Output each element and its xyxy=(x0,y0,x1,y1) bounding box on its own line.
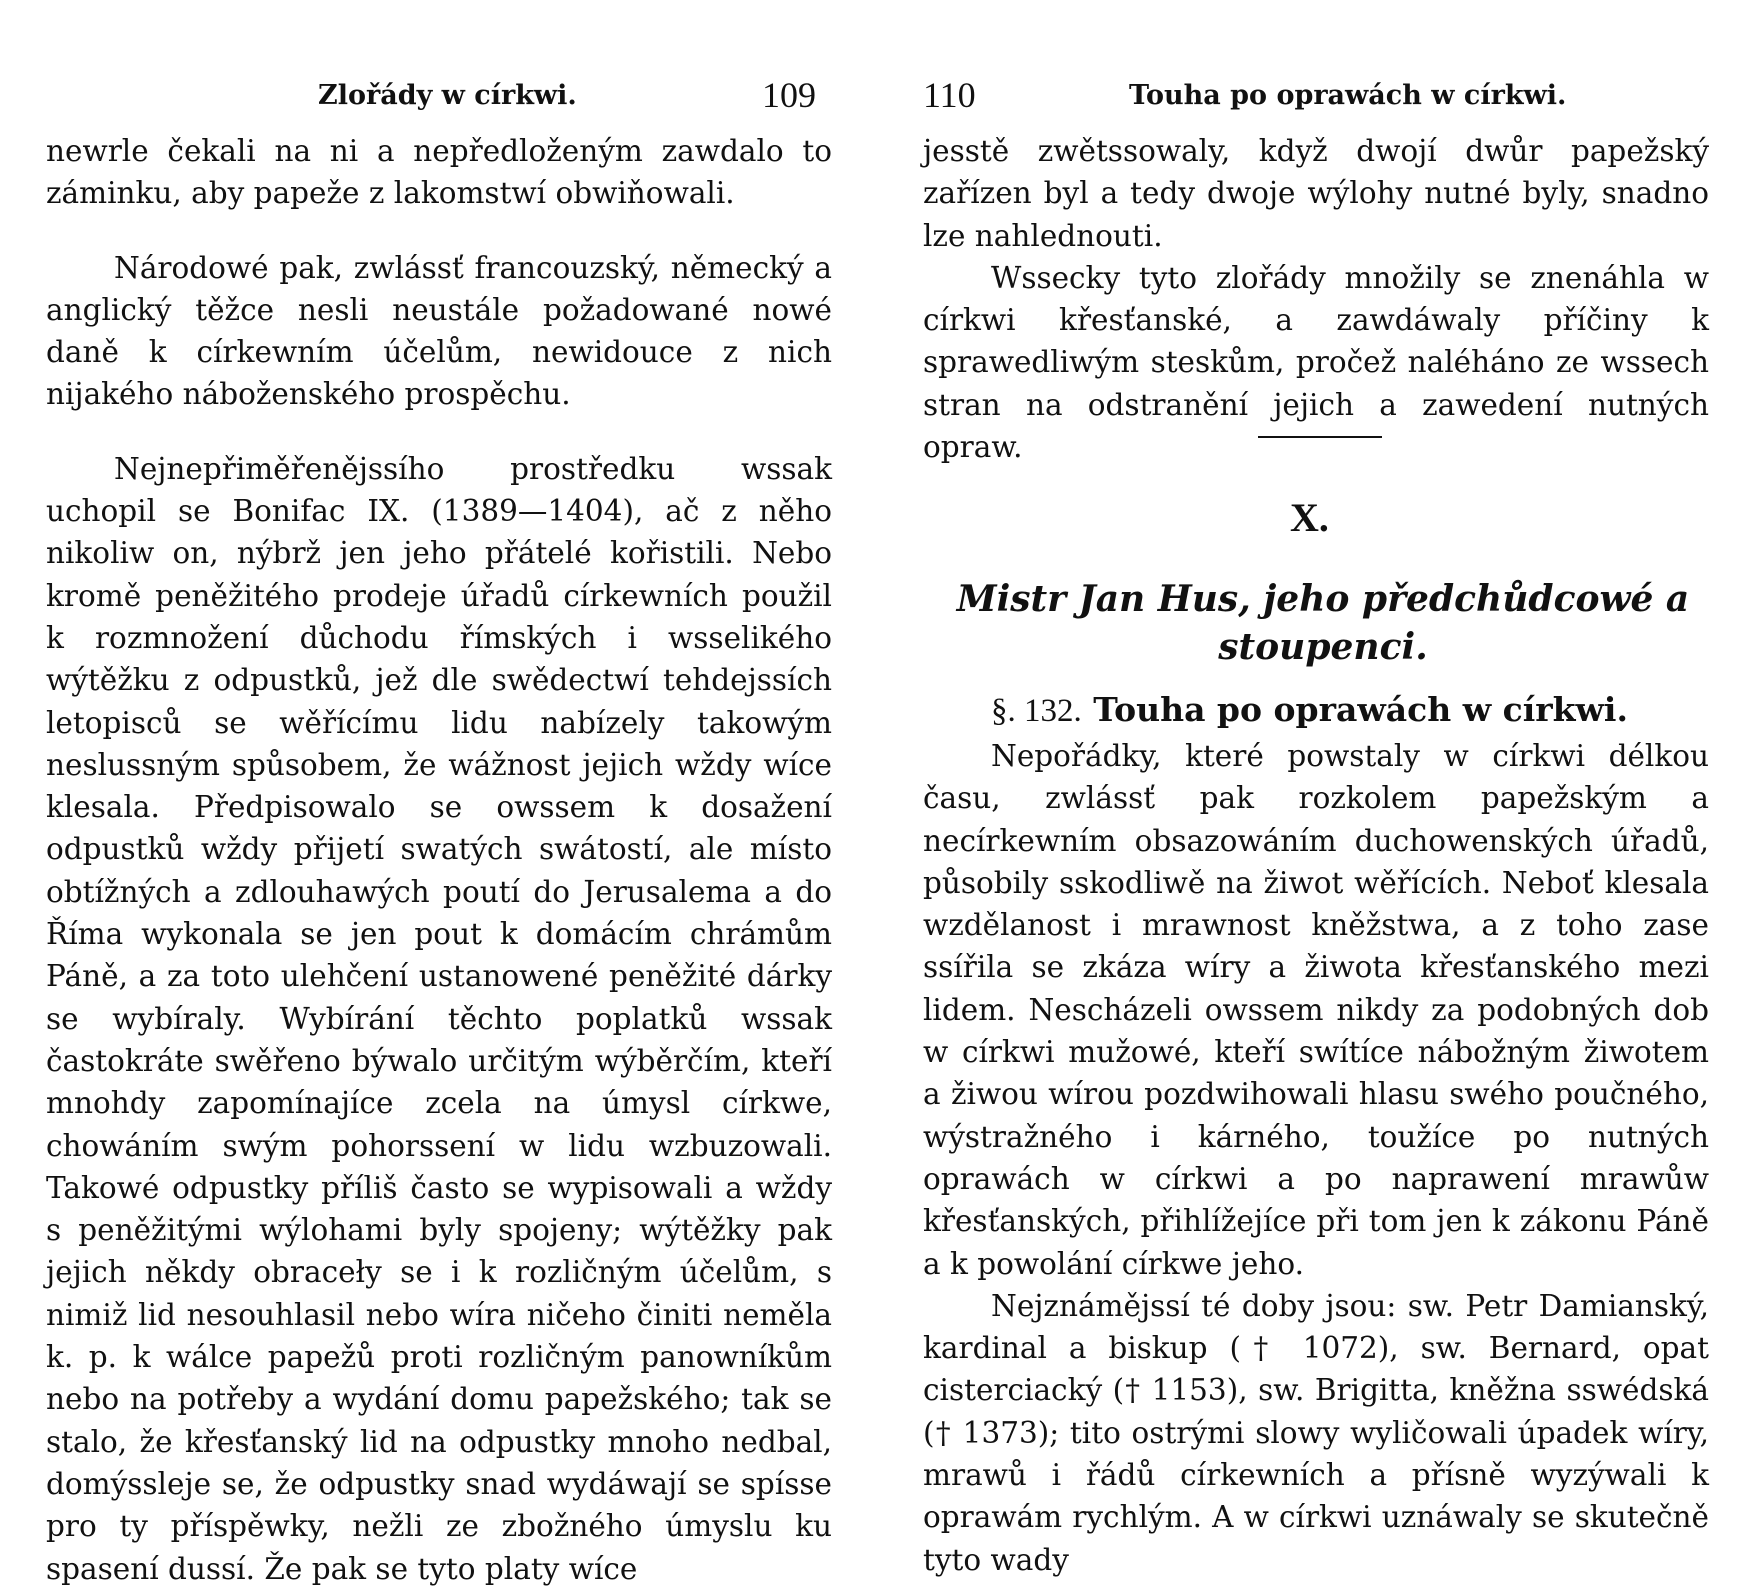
paragraph: Národowé pak, zwlássť francouzský, německý a anglický těžce nesli neustále požadowané nowé daně k církewním účelům, newidouce z nich nijakého náboženského prospěchu. xyxy=(46,250,832,412)
running-head-right: Touha po oprawách w církwi. xyxy=(1129,80,1567,111)
right-page-body-bottom xyxy=(923,735,1709,1581)
section-title: Touha po oprawách w církwi. xyxy=(1093,690,1628,729)
section-heading xyxy=(873,690,1746,730)
section-number: §. 132. xyxy=(991,693,1082,729)
paragraph: Nepořádky, které powstaly w církwi délkou času, zwlássť pak rozkolem papežským a necírkewním obsazowáním duchowenských úřadů, působily sskodliwě na žiwot wěřících. Neboť klesala wzdělanost i mrawnost kněžstwa, a z toho zase ssířila se zkáza wíry a žiwota křesťanského mezi lidem. Nescházeli owssem nikdy za podobných dob w církwi mužowé, kteří swítíce nábožným žiwotem a žiwou wírou pozdwihowali hlasu swého poučného, wýstražného i kárného, toužíce po nutných oprawách w církwi a po naprawení mrawůw křesťanských, přihlížejíce při tom jen k zákonu Páně a k powolání církwe jeho. xyxy=(923,739,1709,1281)
right-page xyxy=(873,0,1746,1577)
paragraph: Nejnepřiměřenějssího prostředku wssak uchopil se Bonifac IX. (1389—1404), ač z něho nikoliw on, nýbrž jen jeho přátelé kořistili. Nebo kromě peněžitého prodeje úřadů církewních použil k rozmnožení důchodu římských i wsselikého wýtěžku z odpustků, jež dle swědectwí tehdejssích letopisců se wěřícímu lidu nabízely takowým neslussným spůsobem, že wážnost jejich wždy wíce klesala. Předpisowalo se owssem k dosažení odpustků wždy přijetí swatých swátostí, ale místo obtížných a zdlouhawých poutí do Jerusalema a do Říma wykonala se jen pout k domácím chrámům Páně, a za toto ulehčení ustanowené peněžité dárky se wybíraly. Wybírání těchto poplatků wssak častokráte swěřeno býwalo určitým wýběrčím, kteří mnohdy zapomínajíce zcela na úmysl církwe, chowáním swým pohorssení w lidu wzbuzowali. Takowé odpustky příliš často se wypisowali a wždy s peněžitými wýlohami byly spojeny; wýtěžky pak jejich někdy obraceły se i k rozličným účelům, s nimiž lid nesouhlasil nebo wíra ničeho činiti neměla k. p. k wálce papežů proti rozličným panowníkům nebo na potřeby a wydání domu papežského; tak se stalo, že křesťanský lid na odpustky mnoho nedbal, domýsslejе se, že odpustky snad wydáwají se spísse pro ty příspěwky, nežli ze zbožného úmyslu ku spasení dussí. Že pak se tyto platy wíce xyxy=(46,451,832,1586)
left-page-body xyxy=(46,130,832,1590)
paragraph: Nejznáměјssí té doby jsou: sw. Petr Damianský, kardinal a biskup († 1072), sw. Bernard, opat cisterciacký († 1153), sw. Brigitta, kněžna sswédská († 1373); tito ostrými slowy wyličowali úpadek wíry, mrawů i řádů církewních a přísně wyzýwali k oprawám rychlým. A w církwi uznáwaly se skutečně tyto wady xyxy=(923,1288,1709,1577)
page-number-left: 109 xyxy=(762,75,816,115)
left-page xyxy=(0,0,873,1586)
paragraph: jesstě zwětssowaly, když dwojí dwůr papežský zařízen byl a tedy dwoje wýlohy nutné byly, snadno lze nahlednouti. xyxy=(923,134,1709,253)
right-page-body-top xyxy=(923,130,1709,468)
chapter-title: Mistr Jan Hus, jeho předchůdcowé a stoupenci. xyxy=(956,578,1690,668)
paragraph: newrle čekali na ni a nepředloženým zawdalo to záminku, aby papeže z lakomstwí obwiňowali. xyxy=(46,134,832,211)
running-head-left: Zlořády w církwi. xyxy=(318,80,577,111)
section-divider xyxy=(1258,436,1382,438)
chapter-number: X. xyxy=(1290,495,1329,540)
page-number-right: 110 xyxy=(923,75,976,115)
paragraph: Wssecky tyto zlořády množily se znenáhla w církwi křesťanské, a zawdáwaly příčiny k sprawedliwým steskům, pročež naléháno ze wssech stran na odstranění jejich a zawedení nutných opraw. xyxy=(923,260,1709,465)
